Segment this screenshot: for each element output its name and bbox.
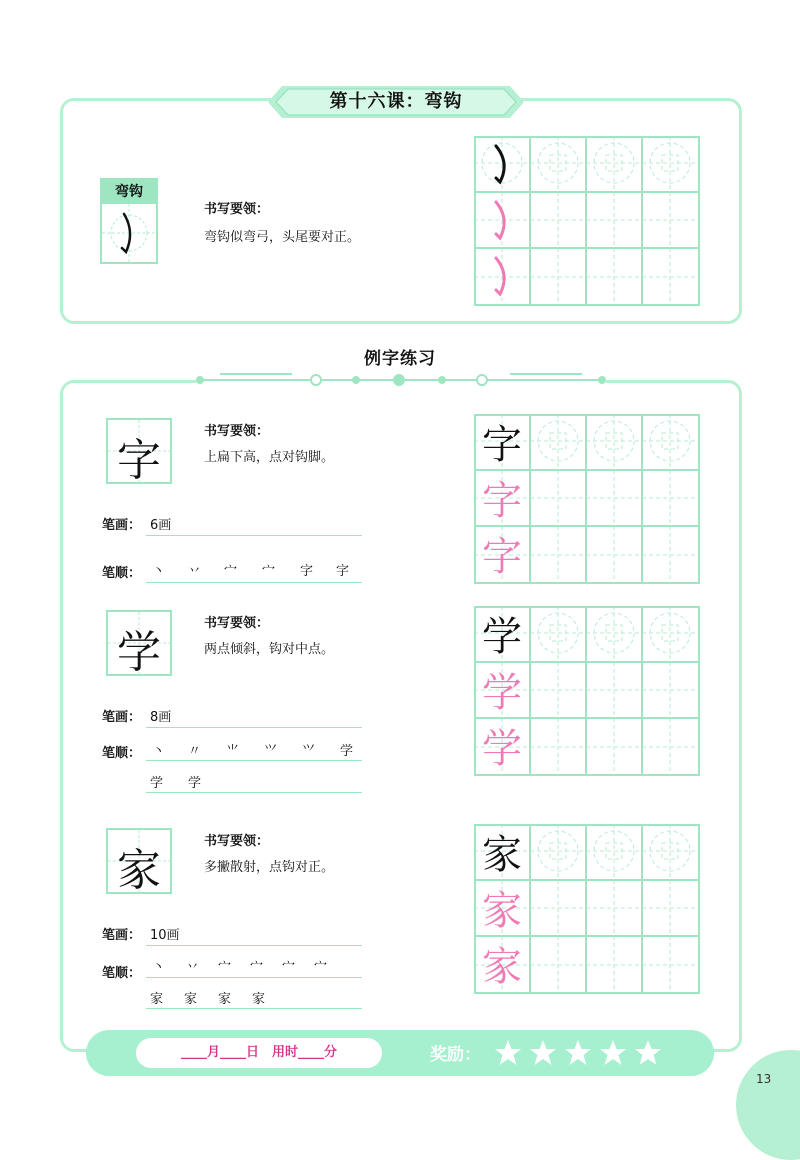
example-1-tips: 上扁下高，点对钩脚。 (204, 450, 335, 465)
example-2-count-line (146, 727, 362, 728)
date-time-field[interactable]: ____月____日 用时____分 (136, 1038, 382, 1068)
order-stroke: 宀 (218, 960, 232, 975)
page-number-badge (736, 1050, 800, 1160)
order-stroke: 宀 (314, 960, 328, 975)
example-3-count-label: 笔画： (102, 928, 142, 943)
grid-char-trace: 学 (482, 670, 522, 716)
grid-char-trace: 字 (482, 478, 522, 524)
order-stroke: 宀 (282, 960, 296, 975)
example-1-count-label: 笔画： (102, 518, 142, 533)
grid-char-model: 学 (482, 614, 522, 660)
order-stroke: 丶 (152, 960, 166, 975)
example-2-practice-grid[interactable] (474, 606, 700, 776)
example-1-practice-grid[interactable] (474, 414, 700, 584)
example-3-count: 10画 (150, 928, 180, 943)
example-2-count-label: 笔画： (102, 710, 142, 725)
order-stroke: 家 (218, 992, 232, 1007)
star-icon (600, 1040, 626, 1065)
grid-char-model: 字 (482, 422, 522, 468)
example-2-count: 8画 (150, 710, 172, 725)
order-stroke: 〃 (188, 744, 202, 759)
example-2-order-line (146, 760, 362, 761)
order-stroke: 家 (150, 992, 164, 1007)
stroke-card (100, 178, 158, 264)
example-3-practice-grid[interactable] (474, 824, 700, 994)
section-title: 例字练习 (364, 349, 436, 369)
footer-bar (86, 1030, 714, 1076)
example-char-box-1 (106, 418, 172, 484)
lesson-practice-grid[interactable] (474, 136, 700, 306)
example-2-tips-label: 书写要领： (204, 616, 270, 631)
example-3-order-label: 笔顺： (102, 966, 142, 981)
lesson-title: 第十六课：弯钩 (329, 91, 463, 112)
order-stroke: 学 (340, 744, 354, 759)
star-icon (635, 1040, 661, 1065)
reward-label: 奖励： (430, 1045, 481, 1065)
example-1-order-line (146, 582, 362, 583)
reward-stars[interactable] (494, 1039, 674, 1067)
lesson-title-banner (268, 86, 524, 118)
star-icon (495, 1040, 521, 1065)
example-char-box-2 (106, 610, 172, 676)
grid-char-model: 家 (482, 832, 522, 878)
order-stroke: ⺍ (264, 744, 278, 759)
example-2-order-line-2 (146, 792, 362, 793)
order-stroke: ⺌ (226, 744, 240, 759)
grid-char-trace: 字 (482, 534, 522, 580)
example-1-count: 6画 (150, 518, 172, 533)
example-1-count-line (146, 535, 362, 536)
order-stroke: 宀 (250, 960, 264, 975)
order-stroke: 学 (150, 776, 164, 791)
lesson-tips-text: 弯钩似弯弓，头尾要对正。 (204, 230, 361, 245)
order-stroke: 宀 (262, 564, 276, 579)
order-stroke: ⺍ (302, 744, 316, 759)
order-stroke: 丶 (152, 744, 166, 759)
stroke-example-grid (102, 204, 156, 262)
star-icon (565, 1040, 591, 1065)
order-stroke: 家 (184, 992, 198, 1007)
example-char-1: 字 (117, 435, 161, 486)
order-stroke: 丷 (186, 960, 200, 975)
grid-char-trace: 学 (482, 726, 522, 772)
example-3-order-line-2 (146, 1008, 362, 1009)
stroke-name: 弯钩 (102, 180, 156, 204)
star-icon (530, 1040, 556, 1065)
grid-char-trace: 家 (482, 888, 522, 934)
example-2-tips: 两点倾斜，钩对中点。 (204, 642, 335, 657)
example-char-2: 学 (117, 627, 161, 678)
lesson-tips-label: 书写要领： (204, 202, 270, 217)
order-stroke: 字 (336, 564, 350, 579)
order-stroke: 宀 (224, 564, 238, 579)
example-3-tips: 多撇散射，点钩对正。 (204, 860, 335, 875)
order-stroke: 家 (252, 992, 266, 1007)
example-1-tips-label: 书写要领： (204, 424, 270, 439)
order-stroke: 丶 (152, 564, 166, 579)
order-stroke: 丷 (188, 564, 202, 579)
example-3-tips-label: 书写要领： (204, 834, 270, 849)
example-2-order-label: 笔顺： (102, 746, 142, 761)
panel-ornament (196, 370, 606, 390)
example-3-count-line (146, 945, 362, 946)
order-stroke: 字 (300, 564, 314, 579)
example-char-3: 家 (117, 845, 161, 896)
example-char-box-3 (106, 828, 172, 894)
page-number: 13 (756, 1072, 772, 1086)
grid-char-trace: 家 (482, 944, 522, 990)
example-1-order-label: 笔顺： (102, 566, 142, 581)
order-stroke: 学 (188, 776, 202, 791)
example-3-order-line (146, 977, 362, 978)
